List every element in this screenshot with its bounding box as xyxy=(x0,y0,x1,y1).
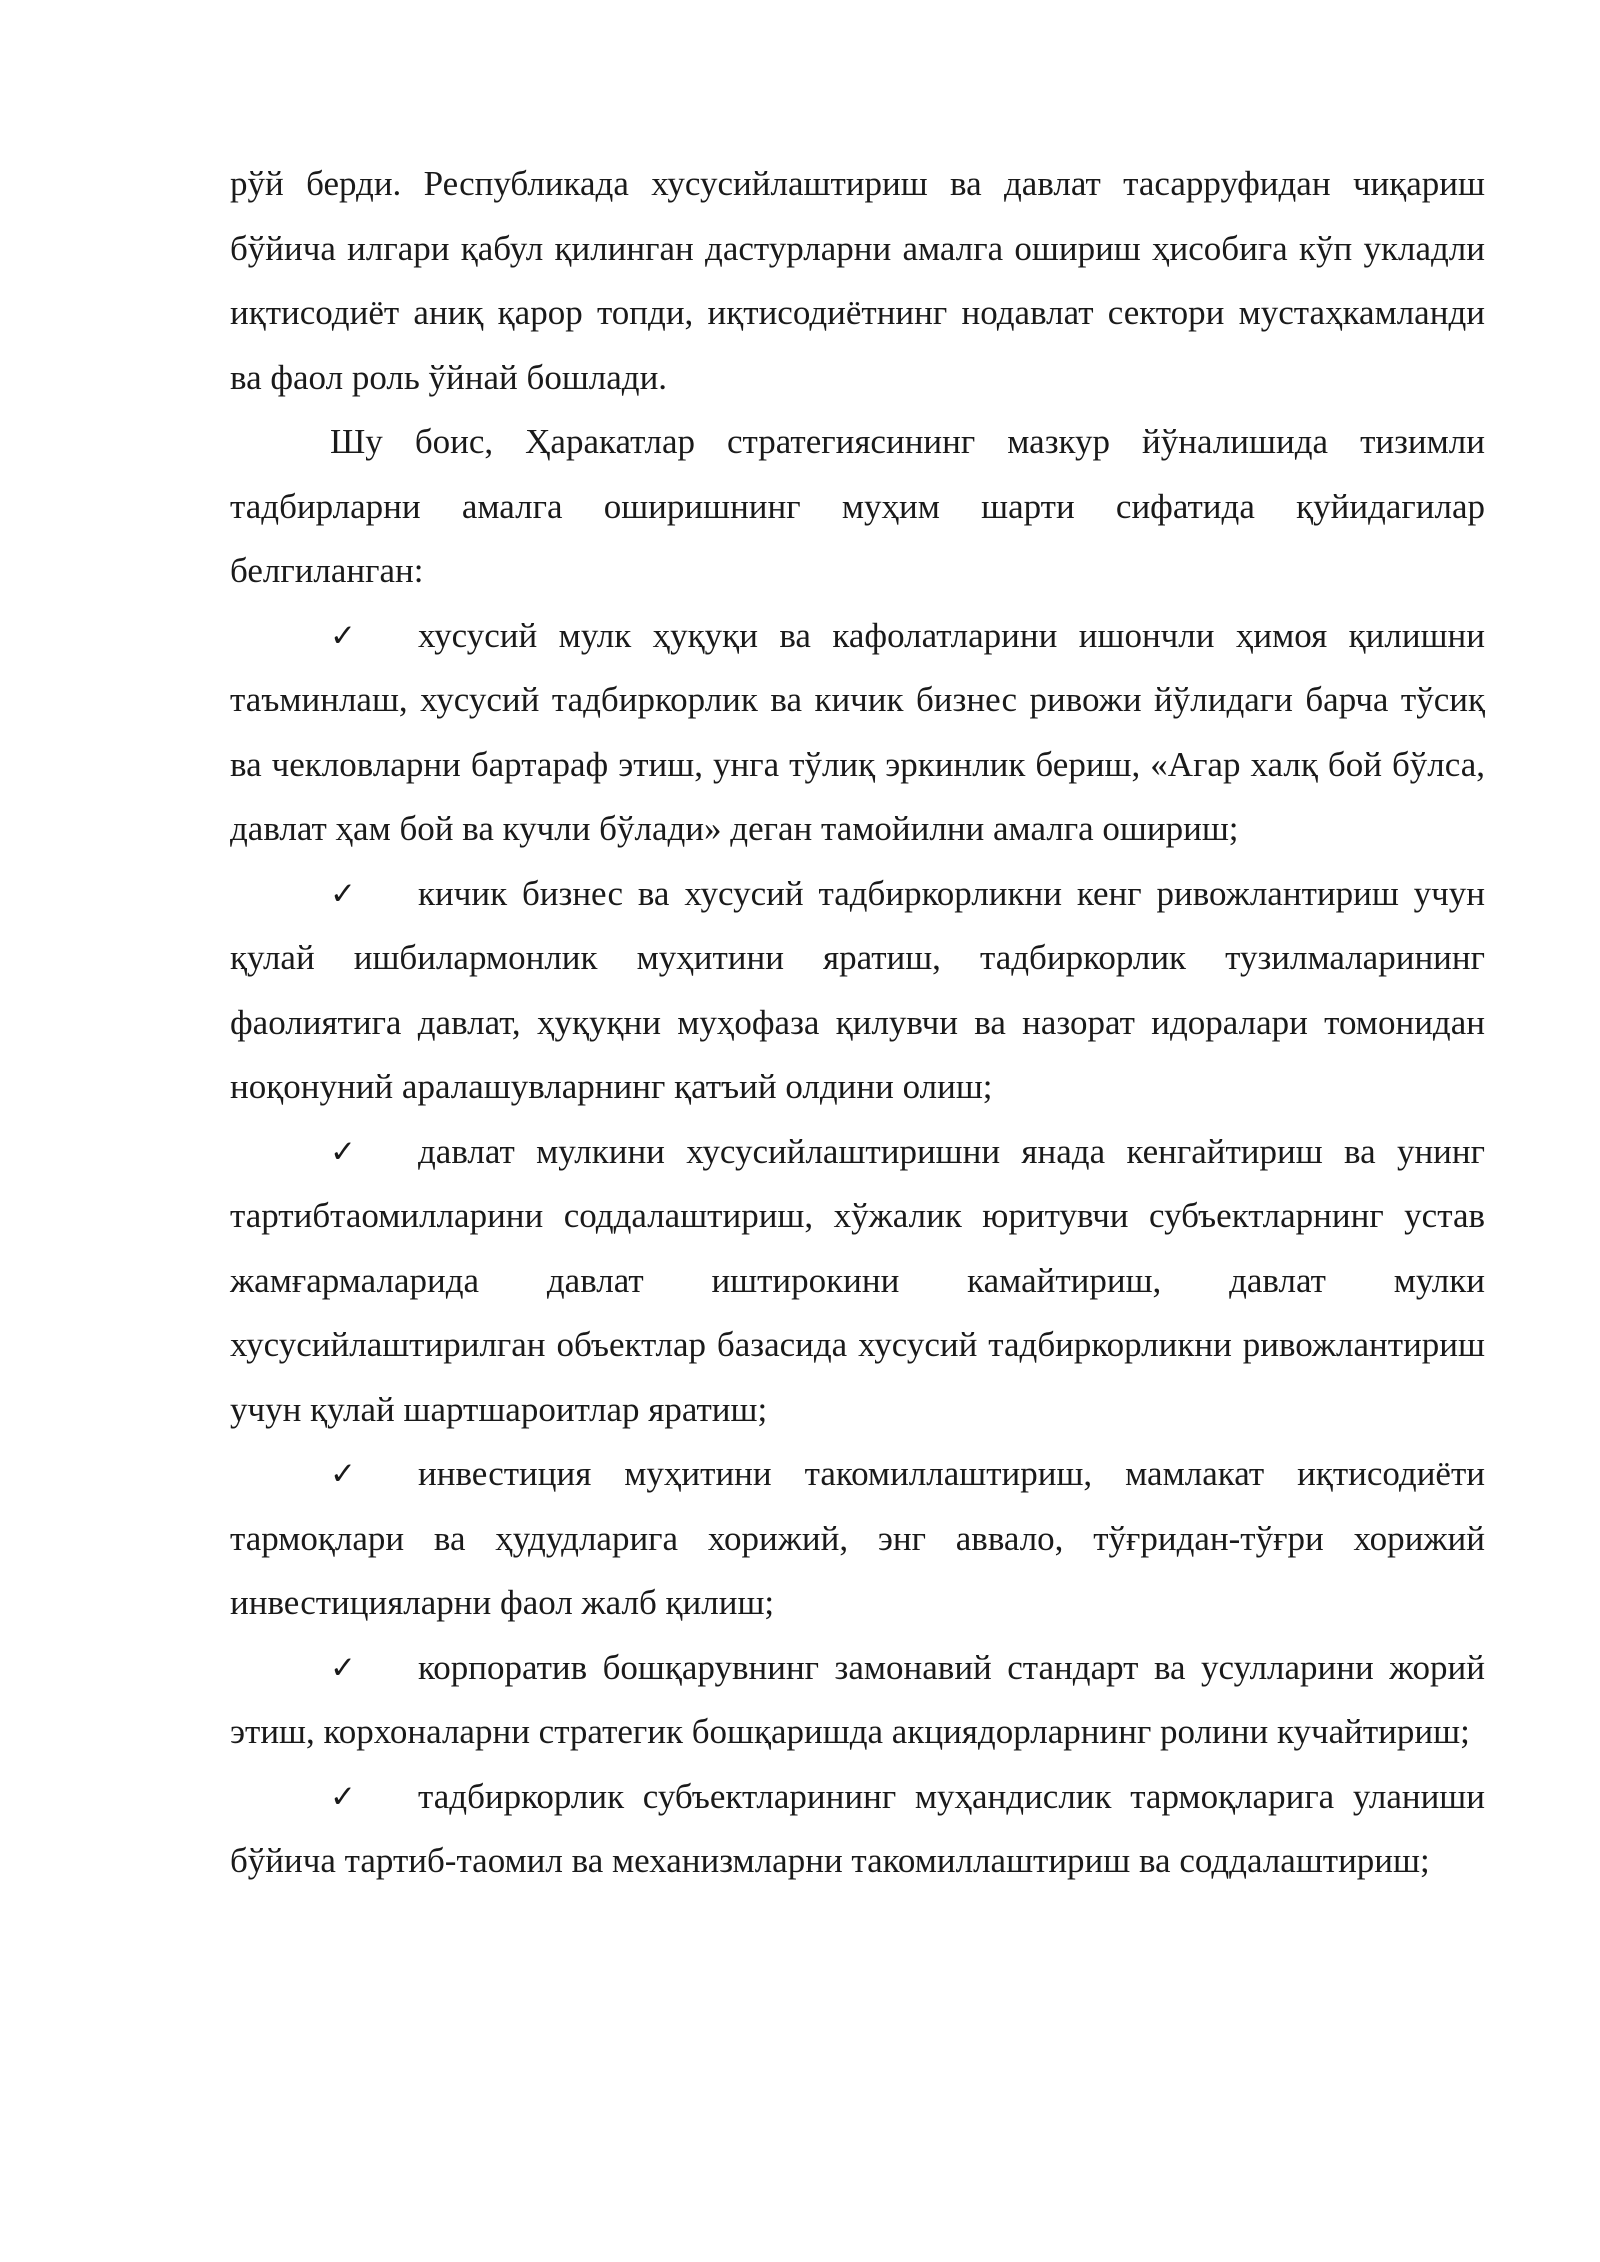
list-item xyxy=(230,1442,1485,1636)
paragraph: Шу боис, Ҳаракатлар стратегиясининг мазкур йўналишида тизимли тадбирларни амалга оширишнинг муҳим шарти сифатида қуйидагилар белгиланган: xyxy=(230,422,1485,590)
paragraph: рўй берди. Республикада хусусийлаштириш ва давлат тасарруфидан чиқариш бўйича илгари қабул қилинган дастурларни амалга ошириш ҳисобига кўп укладли иқтисодиёт аниқ қарор топди, иқтисодиётнинг нодавлат сектори мустаҳкамланди ва фаол роль ўйнай бошлади. xyxy=(230,164,1485,397)
checkmark-icon: ✓ xyxy=(330,1133,356,1170)
list-item-text: давлат мулкини хусусийлаштиришни янада кенгайтириш ва унинг тартибтаомилларини соддалаштириш, хўжалик юритувчи субъектларнинг устав жамғармаларида давлат иштирокини камайтириш, давлат мулки хусусийлаштирилган объектлар базасида хусусий тадбиркорликни ривожлантириш учун қулай шартшароитлар яратиш; xyxy=(230,1131,1485,1429)
checklist xyxy=(230,604,1485,1894)
checkmark-icon: ✓ xyxy=(330,617,356,654)
list-item-text: инвестиция муҳитини такомиллаштириш, мамлакат иқтисодиёти тармоқлари ва ҳудудларига хорижий, энг аввало, тўғридан-тўғри хорижий инвестицияларни фаол жалб қилиш; xyxy=(230,1454,1485,1622)
list-item xyxy=(230,1765,1485,1894)
list-item xyxy=(230,1120,1485,1443)
list-item-text: корпоратив бошқарувнинг замонавий стандарт ва усулларини жорий этиш, корхоналарни стратегик бошқаришда акциядорларнинг ролини кучайтириш; xyxy=(230,1647,1485,1751)
list-item-text: кичик бизнес ва хусусий тадбиркорликни кенг ривожлантириш учун қулай ишбилармонлик муҳитини яратиш, тадбиркорлик тузилмаларининг фаолиятига давлат, ҳуқуқни муҳофаза қилувчи ва назорат идоралари томонидан ноқонуний аралашувларнинг қатъий олдини олиш; xyxy=(230,873,1485,1106)
checkmark-icon: ✓ xyxy=(330,1778,356,1815)
checkmark-icon: ✓ xyxy=(330,1649,356,1686)
document-page xyxy=(230,152,1485,1894)
list-item xyxy=(230,862,1485,1120)
list-item-text: тадбиркорлик субъектларининг муҳандислик тармоқларига уланиши бўйича тартиб-таомил ва механизмларни такомиллаштириш ва соддалаштириш; xyxy=(230,1776,1485,1880)
list-item xyxy=(230,1636,1485,1765)
list-item xyxy=(230,604,1485,862)
list-item-text: хусусий мулк ҳуқуқи ва кафолатларини ишончли ҳимоя қилишни таъминлаш, хусусий тадбиркорлик ва кичик бизнес ривожи йўлидаги барча тўсиқ ва чекловларни бартараф этиш, унга тўлиқ эркинлик бериш, «Агар халқ бой бўлса, давлат ҳам бой ва кучли бўлади» деган тамойилни амалга ошириш; xyxy=(230,615,1485,848)
checkmark-icon: ✓ xyxy=(330,1456,356,1492)
checkmark-icon: ✓ xyxy=(330,875,356,912)
